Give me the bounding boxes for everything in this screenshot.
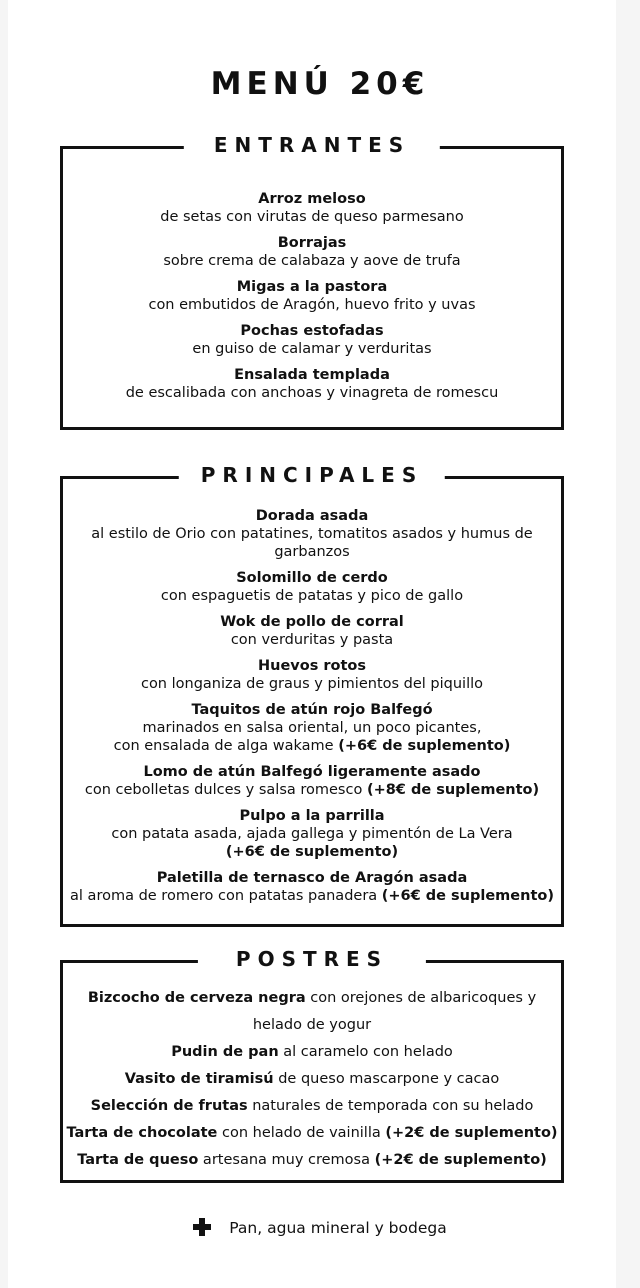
list-item [63,278,561,314]
list-item [63,1120,561,1147]
list-item [63,869,561,905]
entrantes-section [60,133,564,430]
list-item [63,613,561,649]
dessert-name: Selección de frutas [90,1098,248,1114]
dish-description-line2 [63,737,561,755]
supplement-note: (+8€ de suplemento) [366,782,540,798]
list-item [63,657,561,693]
dessert-description: con helado de vainilla [217,1125,386,1141]
plus-icon [193,1218,211,1236]
list-item [63,763,561,799]
dessert-description: artesana muy cremosa [198,1152,375,1168]
postres-section [60,947,564,1183]
dish-name: Borrajas [277,235,347,251]
dessert-name: Vasito de tiramisú [124,1071,274,1087]
entrantes-heading: ENTRANTES [184,130,440,160]
list-item [63,569,561,605]
supplement-note: (+6€ de suplemento) [225,844,399,860]
dish-description: con cebolletas dulces y salsa romesco [84,782,367,798]
dish-description: con patata asada, ajada gallega y pimentón de La Vera [111,826,513,842]
supplement-note: (+6€ de suplemento) [381,888,554,904]
dish-description-cont: con ensalada de alga wakame [113,738,339,754]
dish-name: Dorada asada [255,508,369,524]
dish-name: Pulpo a la parrilla [239,808,385,824]
dessert-name: Tarta de chocolate [66,1125,218,1141]
dish-name: Wok de pollo de corral [220,614,404,630]
dish-name: Migas a la pastora [236,279,388,295]
dish-name: Taquitos de atún rojo Balfegó [191,702,433,718]
footer-text: Pan, agua mineral y bodega [229,1219,447,1237]
dish-name: Solomillo de cerdo [236,570,388,586]
principales-section [60,463,564,927]
dish-name: Lomo de atún Balfegó ligeramente asado [143,764,481,780]
list-item [63,1147,561,1174]
menu-title: MENÚ 20€ [210,66,430,102]
dish-description: con espaguetis de patatas y pico de gallo [160,588,464,604]
dish-description: con longaniza de graus y pimientos del piquillo [140,676,484,692]
dessert-description: de queso mascarpone y cacao [273,1071,500,1087]
list-item [63,507,561,561]
dessert-name: Tarta de queso [77,1152,199,1168]
list-item [63,985,561,1012]
dish-description: marinados en salsa oriental, un poco picantes, [142,720,482,736]
dessert-description: naturales de temporada con su helado [247,1098,534,1114]
dish-name: Ensalada templada [234,367,390,383]
list-item [63,366,561,402]
list-item [63,1066,561,1093]
footer-note [0,1218,640,1237]
dish-description: con embutidos de Aragón, huevo frito y uvas [148,297,476,313]
postres-list [63,985,561,1174]
list-item [63,322,561,358]
supplement-note: (+2€ de suplemento) [385,1125,558,1141]
list-item [63,1039,561,1066]
dish-name: Arroz meloso [258,191,366,207]
dessert-name: Pudin de pan [171,1044,279,1060]
dish-description: con verduritas y pasta [230,632,394,648]
dessert-name: Bizcocho de cerveza negra [87,990,306,1006]
dish-name: Pochas estofadas [240,323,384,339]
list-item-cont [63,1012,561,1039]
supplement-note: (+6€ de suplemento) [338,738,511,754]
list-item [63,190,561,226]
principales-heading: PRINCIPALES [179,460,445,490]
list-item [63,701,561,755]
supplement-note: (+2€ de suplemento) [374,1152,547,1168]
dish-name: Paletilla de ternasco de Aragón asada [156,870,468,886]
dessert-description-cont: helado de yogur [252,1017,372,1033]
dish-description: en guiso de calamar y verduritas [192,341,432,357]
dish-description: al aroma de romero con patatas panadera [70,888,382,904]
dish-description: de escalibada con anchoas y vinagreta de romescu [125,385,499,401]
dish-description: al estilo de Orio con patatines, tomatitos asados y humus de garbanzos [91,526,533,560]
dish-description-line [63,887,561,905]
dish-description: de setas con virutas de queso parmesano [160,209,464,225]
entrantes-list [63,190,561,410]
postres-heading: POSTRES [198,944,426,974]
dessert-description: al caramelo con helado [278,1044,453,1060]
list-item [63,807,561,861]
dessert-description: con orejones de albaricoques y [305,990,537,1006]
dish-description-line [63,781,561,799]
principales-list [63,507,561,913]
list-item [63,1093,561,1120]
list-item [63,234,561,270]
dish-name: Huevos rotos [257,658,367,674]
dish-description: sobre crema de calabaza y aove de trufa [163,253,461,269]
